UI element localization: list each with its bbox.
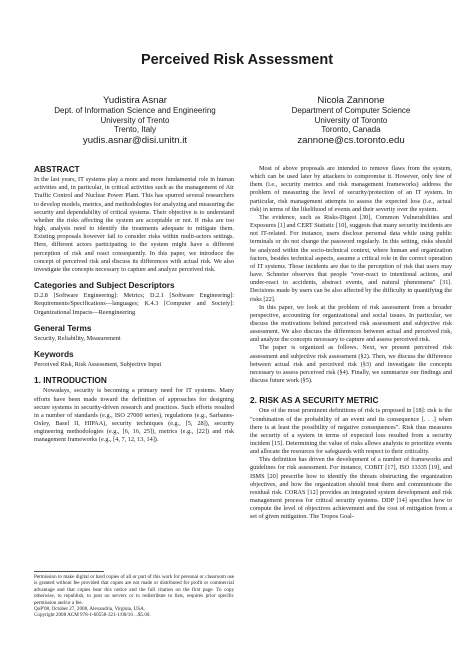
author-name: Nicola Zannone bbox=[317, 95, 385, 106]
paragraph: The evidence, such as Risks-Digest [30], Common Vulnerabilities and Exposures [1] and CERT Statistic [10], suggests that many security incidents are not IT-related. For instance, users disclose personal data while using public terminals or do not change the password regularly. In this setting, risks should be analyzed within the socio-technical context, where human and organization factors, besides technical aspects, assume a critical role in the correct operation of IT systems. Those incidents are due to the perception of risk that users may have. Schneier observes that people "over-react to intentional actions, and under-react to accidents, abstract events, and natural phenomena" [31]. Decisions made by users can be also affected by the difficulty in quantifying the risks [22]. bbox=[250, 213, 452, 303]
author-dept: Dept. of Information Science and Engineering bbox=[54, 106, 216, 115]
author-univ: University of Toronto bbox=[314, 115, 388, 125]
paragraph: The paper is organized as follows. Next, we present perceived risk assessment and subjective risk assessment (§2). Then, we discuss the difference between actual risk and perceived risk (§3) and investigate the concepts necessary to assess perceived risk (§4). Finally, we summarize our findings and discuss future work (§5). bbox=[250, 344, 452, 385]
paragraph: In this paper, we look at the problem of risk assessment from a broader perspective, accounting for organizational and social issues. In particular, we discuss the motivations behind perceived risk assessment and subjective risk assessment. We also discuss the differences between actual and perceived risk, and analyze the concepts necessary to capture and assess perceived risk. bbox=[250, 303, 452, 344]
paper-title: Perceived Risk Assessment bbox=[140, 52, 334, 68]
footnote-rule bbox=[34, 571, 104, 572]
introduction-text: Nowadays, security is becoming a primary need for IT systems. Many efforts have been made toward the definition of approaches for designing secure systems in security-driven research and practices. Such efforts resulted in a number of standards (e.g., ISO 27000 series), regulations (e.g., Sarbanes-Oxley, Basel II, HIPAA), security techniques (e.g., [5, 28]), security engineering methodologies (e.g., [6, 16, 25]), metrics (e.g., [22]) and risk management frameworks (e.g., [4, 7, 12, 13, 14]). bbox=[34, 387, 234, 444]
abstract-text: In the last years, IT systems play a more and more fundamental role in human activities and, in particular, in critical activities such as the management of Air Traffic Control and Nuclear Power Plant. This has spurred several researchers to develop models, metrics, and methodologies for analyzing and measuring the security and dependability of critical systems. Their objective is to understand whether the risks affecting the system are acceptable or not. If risks are too high, analysts need to identify the treatments adequate to mitigate them. Existing proposals however fail to consider risks within multi-actors settings. Here, different actors participating to the system might have a different perception of risk and react consequently. In this paper, we introduce the concept of perceived risk and discuss its differences with actual risk. We also investigate the concepts necessary to capture and analyze perceived risk. bbox=[34, 176, 234, 273]
keywords-text: Perceived Risk, Risk Assessment, Subjective Input bbox=[34, 361, 162, 369]
author-univ: University of Trento bbox=[100, 115, 170, 125]
author-city: Toronto, Canada bbox=[321, 125, 381, 135]
author-block-1 bbox=[30, 95, 240, 146]
right-column bbox=[250, 165, 452, 522]
general-terms-heading: General Terms bbox=[34, 322, 92, 333]
paragraph: Most of above proposals are intended to remove flaws from the system, which can be used later by attackers to compromise it. However, only few of them (i.e., security metrics and risk management frameworks) address the problem of measuring the level of security/protection of an IT system. In particular, risk management attempts to assess the expected loss (i.e., actual risk) in terms of the likelihood of events and their severity over the system. bbox=[250, 165, 452, 213]
keywords-heading: Keywords bbox=[34, 348, 74, 359]
abstract-heading: ABSTRACT bbox=[34, 164, 80, 174]
author-email: zannone@cs.toronto.edu bbox=[297, 134, 405, 146]
paragraph: One of the most prominent definitions of risk is proposed in [18]: risk is the "combination of the probability of an event and its consequence [. . .] when there is at least the possibility of negative consequences". Risk thus measures the security of a system in terms of expected loss resulted from a security incident [15]. Determining the value of risks allows analysts to prioritize events and allocate the resources for safeguards with respect to their criticality. bbox=[250, 407, 452, 456]
categories-text: D.2.8 [Software Engineering]: Metrics; D.2.1 [Software Engineering]: Requirements/Specifications—languages; K.4.3 [Computer and Society]: Organizational Impacts—Reengineering bbox=[34, 292, 234, 316]
introduction-heading: 1. INTRODUCTION bbox=[34, 375, 107, 386]
author-name: Yudistira Asnar bbox=[103, 95, 167, 106]
paragraph: This definition has driven the development of a number of frameworks and guidelines for risk assessment. For instance, COBIT [17], ISO 13335 [19], and ISMS [20] prescribe how to identify the threats obstructing the organization objectives, and how the organization should treat them and communicate the residual risk. CORAS [12] provides an integrated system development and risk management process for critical security systems. DDP [14] specifies how to compute the level of objectives achievement and the cost of mitigation from a set of given mitigation. The Tropos Goal- bbox=[250, 456, 452, 521]
author-city: Trento, Italy bbox=[114, 125, 156, 135]
author-dept: Department of Computer Science bbox=[291, 106, 411, 115]
general-terms-text: Security, Reliability, Measurement bbox=[34, 334, 121, 342]
copyright-footnote bbox=[34, 574, 234, 619]
section-2-heading: 2. RISK AS A SECURITY METRIC bbox=[250, 395, 379, 406]
left-column bbox=[34, 165, 234, 445]
author-email: yudis.asnar@disi.unitn.it bbox=[82, 134, 188, 146]
conference-line: QoP'08, October 27, 2008, Alexandria, Virginia, USA. bbox=[34, 606, 146, 613]
author-block-2 bbox=[246, 95, 456, 146]
permission-text: Permission to make digital or hard copies of all or part of this work for personal or classroom use is granted without fee provided that copies are not made or distributed for profit or commercial advantage and that copies bear this notice and the full citation on the first page. To copy otherwise, to republish, to post on servers or to redistribute to lists, requires prior specific permission and/or a fee. bbox=[34, 574, 234, 606]
copyright-line: Copyright 2008 ACM 978-1-60558-321-1/08/10 ...$5.00. bbox=[34, 612, 151, 619]
categories-heading: Categories and Subject Descriptors bbox=[34, 280, 175, 291]
